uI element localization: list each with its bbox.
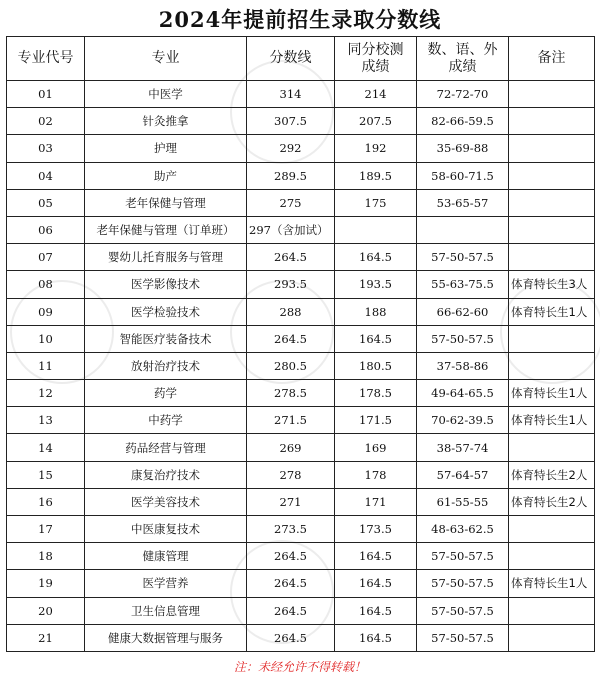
cell-note: [509, 516, 595, 543]
cell-score: 264.5: [247, 543, 335, 570]
cell-major: 婴幼儿托育服务与管理: [85, 244, 247, 271]
cell-exam: 171.5: [335, 407, 417, 434]
cell-exam: 164.5: [335, 624, 417, 651]
cell-note: [509, 624, 595, 651]
cell-code: 02: [7, 108, 85, 135]
cell-subjects: 66-62-60: [417, 298, 509, 325]
cell-subjects: 57-50-57.5: [417, 597, 509, 624]
cell-note: [509, 189, 595, 216]
cell-code: 17: [7, 516, 85, 543]
cell-subjects: [417, 216, 509, 243]
cell-code: 12: [7, 380, 85, 407]
table-row: [7, 488, 595, 515]
cell-major: 智能医疗装备技术: [85, 325, 247, 352]
cell-score: 264.5: [247, 244, 335, 271]
cell-major: 老年保健与管理: [85, 189, 247, 216]
cell-score: 271.5: [247, 407, 335, 434]
cell-note: 体育特长生1人: [509, 407, 595, 434]
cell-code: 10: [7, 325, 85, 352]
page-title: 2024年提前招生录取分数线: [158, 7, 442, 32]
cell-score: 307.5: [247, 108, 335, 135]
cell-code: 09: [7, 298, 85, 325]
cell-subjects: 57-50-57.5: [417, 543, 509, 570]
cell-note: [509, 244, 595, 271]
cell-subjects: 37-58-86: [417, 352, 509, 379]
cell-exam: 178.5: [335, 380, 417, 407]
cell-code: 20: [7, 597, 85, 624]
cell-note: [509, 543, 595, 570]
cell-note: 体育特长生2人: [509, 488, 595, 515]
cell-subjects: 70-62-39.5: [417, 407, 509, 434]
cell-exam: 164.5: [335, 244, 417, 271]
cell-exam: 169: [335, 434, 417, 461]
cell-score: 278.5: [247, 380, 335, 407]
cell-score: 292: [247, 135, 335, 162]
cell-subjects: 61-55-55: [417, 488, 509, 515]
cell-exam: 193.5: [335, 271, 417, 298]
table-row: [7, 624, 595, 651]
table-row: [7, 461, 595, 488]
cell-note: 体育特长生2人: [509, 461, 595, 488]
cell-score: 275: [247, 189, 335, 216]
cell-note: 体育特长生3人: [509, 271, 595, 298]
cell-subjects: 57-50-57.5: [417, 325, 509, 352]
table-row: [7, 597, 595, 624]
table-row: [7, 352, 595, 379]
cell-code: 05: [7, 189, 85, 216]
cell-code: 03: [7, 135, 85, 162]
header-exam-line1: 同分校测: [347, 41, 404, 58]
cell-major: 老年保健与管理（订单班）: [85, 216, 247, 243]
cell-subjects: 72-72-70: [417, 81, 509, 108]
cell-code: 07: [7, 244, 85, 271]
cell-exam: 207.5: [335, 108, 417, 135]
cell-note: [509, 162, 595, 189]
cell-subjects: 57-50-57.5: [417, 244, 509, 271]
table-row: [7, 543, 595, 570]
cell-major: 卫生信息管理: [85, 597, 247, 624]
header-score: 分数线: [247, 37, 335, 81]
cell-note: [509, 108, 595, 135]
cell-note: 体育特长生1人: [509, 380, 595, 407]
cell-major: 医学营养: [85, 570, 247, 597]
table-body: [7, 81, 595, 652]
cell-exam: 171: [335, 488, 417, 515]
cell-exam: 175: [335, 189, 417, 216]
table-row: [7, 189, 595, 216]
cell-major: 中医学: [85, 81, 247, 108]
cell-subjects: 35-69-88: [417, 135, 509, 162]
cell-subjects: 58-60-71.5: [417, 162, 509, 189]
cell-score: 264.5: [247, 597, 335, 624]
cell-exam: 164.5: [335, 543, 417, 570]
cell-note: 体育特长生1人: [509, 298, 595, 325]
cell-code: 13: [7, 407, 85, 434]
cell-score: 314: [247, 81, 335, 108]
cell-exam: 164.5: [335, 597, 417, 624]
admission-score-table: [6, 36, 595, 652]
cell-major: 放射治疗技术: [85, 352, 247, 379]
header-code: 专业代号: [7, 37, 85, 81]
table-row: [7, 325, 595, 352]
cell-major: 中药学: [85, 407, 247, 434]
cell-exam: 173.5: [335, 516, 417, 543]
cell-major: 药学: [85, 380, 247, 407]
cell-subjects: 57-50-57.5: [417, 570, 509, 597]
cell-note: [509, 597, 595, 624]
table-row: [7, 244, 595, 271]
table-row: [7, 516, 595, 543]
table-row: [7, 216, 595, 243]
cell-note: [509, 325, 595, 352]
cell-code: 06: [7, 216, 85, 243]
header-exam-line2: 成绩: [361, 58, 390, 75]
cell-exam: 189.5: [335, 162, 417, 189]
cell-major: 药品经营与管理: [85, 434, 247, 461]
cell-score: 264.5: [247, 570, 335, 597]
table-row: [7, 271, 595, 298]
cell-note: 体育特长生1人: [509, 570, 595, 597]
cell-code: 15: [7, 461, 85, 488]
table-row: [7, 135, 595, 162]
header-note: 备注: [509, 37, 595, 81]
cell-code: 14: [7, 434, 85, 461]
table-row: [7, 298, 595, 325]
cell-code: 21: [7, 624, 85, 651]
cell-major: 健康管理: [85, 543, 247, 570]
cell-subjects: 57-64-57: [417, 461, 509, 488]
cell-code: 18: [7, 543, 85, 570]
cell-score: 271: [247, 488, 335, 515]
cell-score: 297（含加试）: [247, 216, 335, 243]
cell-subjects: 38-57-74: [417, 434, 509, 461]
cell-score: 288: [247, 298, 335, 325]
cell-exam: 192: [335, 135, 417, 162]
table-row: [7, 162, 595, 189]
cell-subjects: 53-65-57: [417, 189, 509, 216]
cell-exam: 178: [335, 461, 417, 488]
table-row: [7, 434, 595, 461]
cell-subjects: 82-66-59.5: [417, 108, 509, 135]
copyright-note: 注：未经允许不得转载！: [233, 660, 366, 674]
table-row: [7, 108, 595, 135]
cell-score: 269: [247, 434, 335, 461]
cell-note: [509, 434, 595, 461]
table-row: [7, 407, 595, 434]
cell-score: 273.5: [247, 516, 335, 543]
cell-note: [509, 352, 595, 379]
cell-exam: 164.5: [335, 570, 417, 597]
cell-major: 医学影像技术: [85, 271, 247, 298]
table-header-row: [7, 37, 595, 81]
cell-score: 264.5: [247, 624, 335, 651]
header-exam: [335, 37, 417, 81]
cell-score: 293.5: [247, 271, 335, 298]
cell-note: [509, 135, 595, 162]
cell-code: 19: [7, 570, 85, 597]
cell-score: 278: [247, 461, 335, 488]
cell-major: 护理: [85, 135, 247, 162]
cell-subjects: 49-64-65.5: [417, 380, 509, 407]
table-row: [7, 380, 595, 407]
header-subjects-line2: 成绩: [448, 58, 477, 75]
cell-code: 08: [7, 271, 85, 298]
cell-exam: 164.5: [335, 325, 417, 352]
cell-major: 针灸推拿: [85, 108, 247, 135]
cell-code: 11: [7, 352, 85, 379]
cell-major: 医学美容技术: [85, 488, 247, 515]
cell-score: 264.5: [247, 325, 335, 352]
cell-major: 中医康复技术: [85, 516, 247, 543]
cell-subjects: 57-50-57.5: [417, 624, 509, 651]
cell-major: 健康大数据管理与服务: [85, 624, 247, 651]
cell-code: 16: [7, 488, 85, 515]
header-subjects-line1: 数、语、外: [427, 41, 498, 58]
cell-major: 医学检验技术: [85, 298, 247, 325]
table-row: [7, 81, 595, 108]
cell-exam: [335, 216, 417, 243]
cell-note: [509, 216, 595, 243]
cell-subjects: 48-63-62.5: [417, 516, 509, 543]
cell-exam: 180.5: [335, 352, 417, 379]
cell-subjects: 55-63-75.5: [417, 271, 509, 298]
cell-exam: 188: [335, 298, 417, 325]
cell-code: 04: [7, 162, 85, 189]
cell-major: 助产: [85, 162, 247, 189]
cell-exam: 214: [335, 81, 417, 108]
cell-major: 康复治疗技术: [85, 461, 247, 488]
header-subjects: [417, 37, 509, 81]
table-row: [7, 570, 595, 597]
cell-score: 289.5: [247, 162, 335, 189]
cell-score: 280.5: [247, 352, 335, 379]
cell-code: 01: [7, 81, 85, 108]
header-major: 专业: [85, 37, 247, 81]
cell-note: [509, 81, 595, 108]
